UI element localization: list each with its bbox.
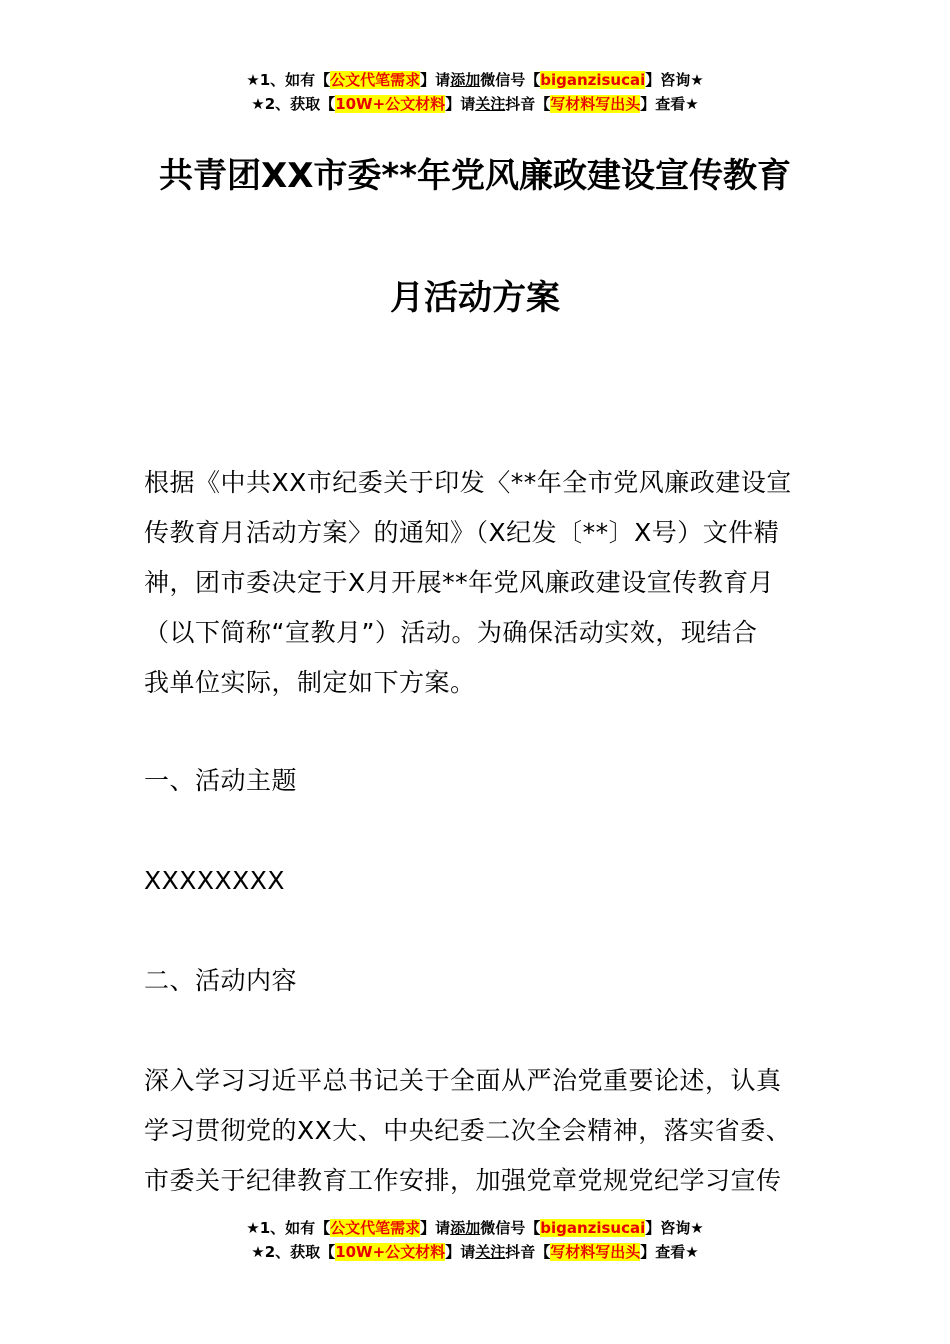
- highlight-materials: 10W+公文材料: [335, 95, 446, 113]
- highlight-wechat-id: biganzisucai: [540, 71, 646, 89]
- theme-placeholder: XXXXXXXX: [144, 866, 286, 895]
- document-title-line-2: 月活动方案: [390, 278, 560, 318]
- banner-line-2: ★2、获取【10W+公文材料】请关注抖音【写材料写出头】查看★: [251, 1243, 699, 1261]
- highlight-service: 公文代笔需求: [330, 1219, 421, 1237]
- content-paragraph: 深入学习习近平总书记关于全面从严治党重要论述，认真 学习贯彻党的XX大、中央纪委二次全会精神，落实省委、 市委关于纪律教育工作安排，加强党章党规党纪学习宣传: [144, 1066, 792, 1195]
- document-title-line-1: 共青团XX市委**年党风廉政建设宣传教育: [159, 156, 791, 196]
- intro-paragraph: 根据《中共XX市纪委关于印发〈**年全市党风廉政建设宣 传教育月活动方案〉的通知》（X纪发〔**〕X号）文件精 神，团市委决定于X月开展**年党风廉政建设宣传教育月 （以下简称“宣教月”）活动。为确保活动实效，现结合 我单位实际，制定如下方案。: [144, 468, 792, 697]
- highlight-service: 公文代笔需求: [330, 71, 421, 89]
- highlight-douyin-id: 写材料写出头: [550, 1243, 641, 1261]
- top-banner: [0, 68, 950, 116]
- section-heading-theme: 一、活动主题: [144, 766, 298, 795]
- banner-line-1: ★1、如有【公文代笔需求】请添加微信号【biganzisucai】咨询★: [246, 1219, 704, 1237]
- bottom-banner: [0, 1216, 950, 1264]
- highlight-douyin-id: 写材料写出头: [550, 95, 641, 113]
- banner-line-1: ★1、如有【公文代笔需求】请添加微信号【biganzisucai】咨询★: [246, 71, 704, 89]
- section-heading-content: 二、活动内容: [144, 966, 298, 995]
- highlight-materials: 10W+公文材料: [335, 1243, 446, 1261]
- banner-line-2: ★2、获取【10W+公文材料】请关注抖音【写材料写出头】查看★: [251, 95, 699, 113]
- highlight-wechat-id: biganzisucai: [540, 1219, 646, 1237]
